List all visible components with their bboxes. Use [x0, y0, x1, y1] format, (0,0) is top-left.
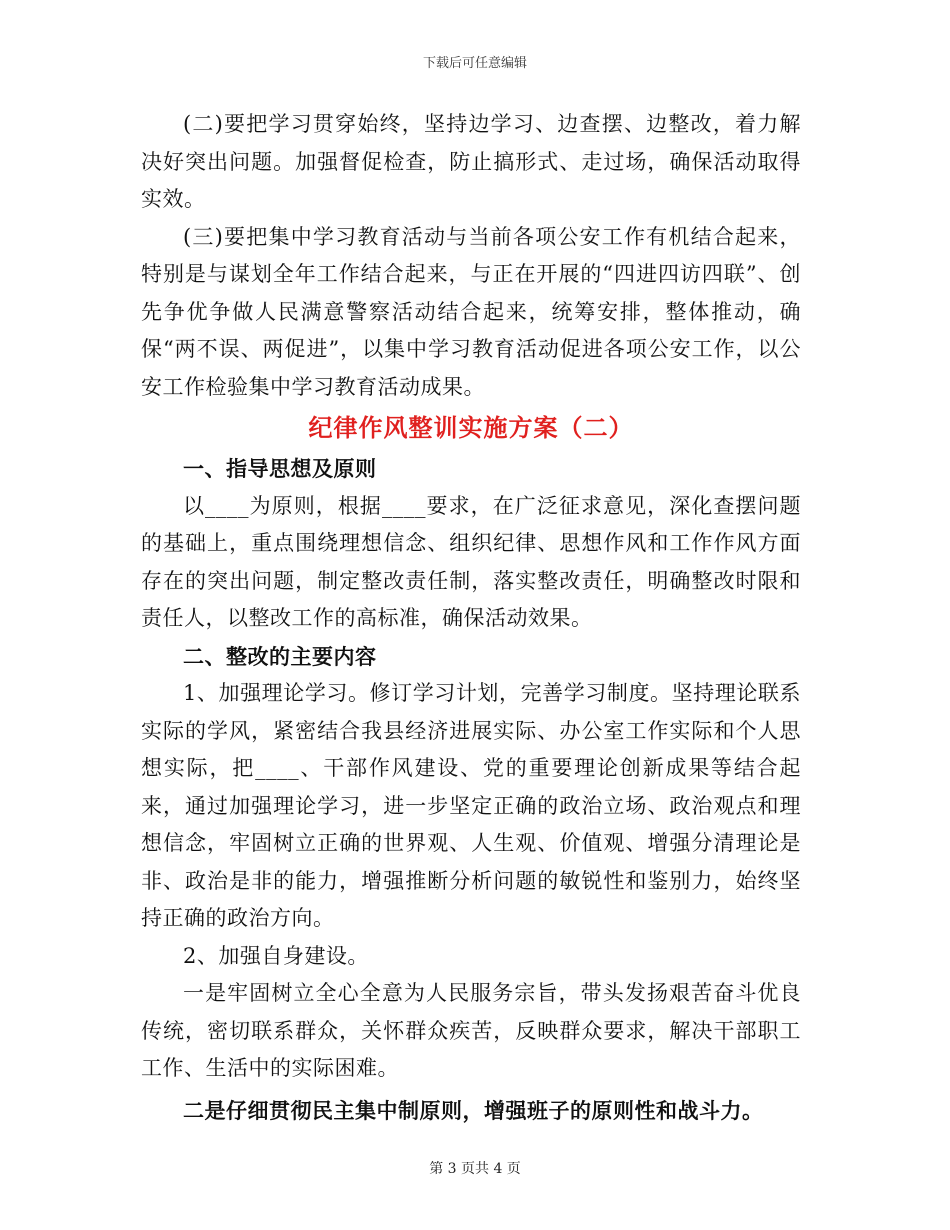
paragraph-serve-people: 一是牢固树立全心全意为人民服务宗旨，带头发扬艰苦奋斗优良传统，密切联系群众，关怀群众疾苦，反映群众要求，解决干部职工工作、生活中的实际困难。 [141, 981, 801, 1080]
heading-main-content: 二、整改的主要内容 [183, 643, 377, 669]
paragraph-principles: 以____为原则，根据____要求，在广泛征求意见，深化查摆问题的基础上，重点围绕理想信念、组织纪律、思想作风和工作作风方面存在的突出问题，制定整改责任制，落实整改责任，明确整改时限和责任人，以整改工作的高标准，确保活动效果。 [141, 493, 801, 630]
document-body [141, 106, 801, 1129]
page-header: 下载后可任意编辑 [422, 56, 527, 71]
page-number: 第 3 页共 4 页 [429, 1161, 521, 1177]
paragraph-self-building: 2、加强自身建设。 [183, 943, 369, 968]
heading-guiding-principles: 一、指导思想及原则 [183, 456, 377, 481]
section-title: 纪律作风整训实施方案（二） [308, 413, 634, 442]
paragraph-democratic-centralism: 二是仔细贯彻民主集中制原则，增强班子的原则性和战斗力。 [183, 1097, 764, 1123]
paragraph-item-three: (三)要把集中学习教育活动与当前各项公安工作有机结合起来，特别是与谋划全年工作结合起来，与正在开展的“四进四访四联”、创先争优争做人民满意警察活动结合起来，统筹安排，整体推动，确保“两不误、两促进”，以集中学习教育活动促进各项公安工作，以公安工作检验集中学习教育活动成果。 [141, 224, 801, 399]
paragraph-theory-study: 1、加强理论学习。修订学习计划，完善学习制度。坚持理论联系实际的学风，紧密结合我县经济进展实际、办公室工作实际和个人思想实际，把____、干部作风建设、党的重要理论创新成果等结合起来，通过加强理论学习，进一步坚定正确的政治立场、政治观点和理想信念，牢固树立正确的世界观、人生观、价值观、增强分清理论是非、政治是非的能力，增强推断分析问题的敏锐性和鉴别力，始终坚持正确的政治方向。 [141, 681, 801, 930]
paragraph-item-two: (二)要把学习贯穿始终，坚持边学习、边查摆、边整改，着力解决好突出问题。加强督促检查，防止搞形式、走过场，确保活动取得实效。 [141, 112, 801, 211]
